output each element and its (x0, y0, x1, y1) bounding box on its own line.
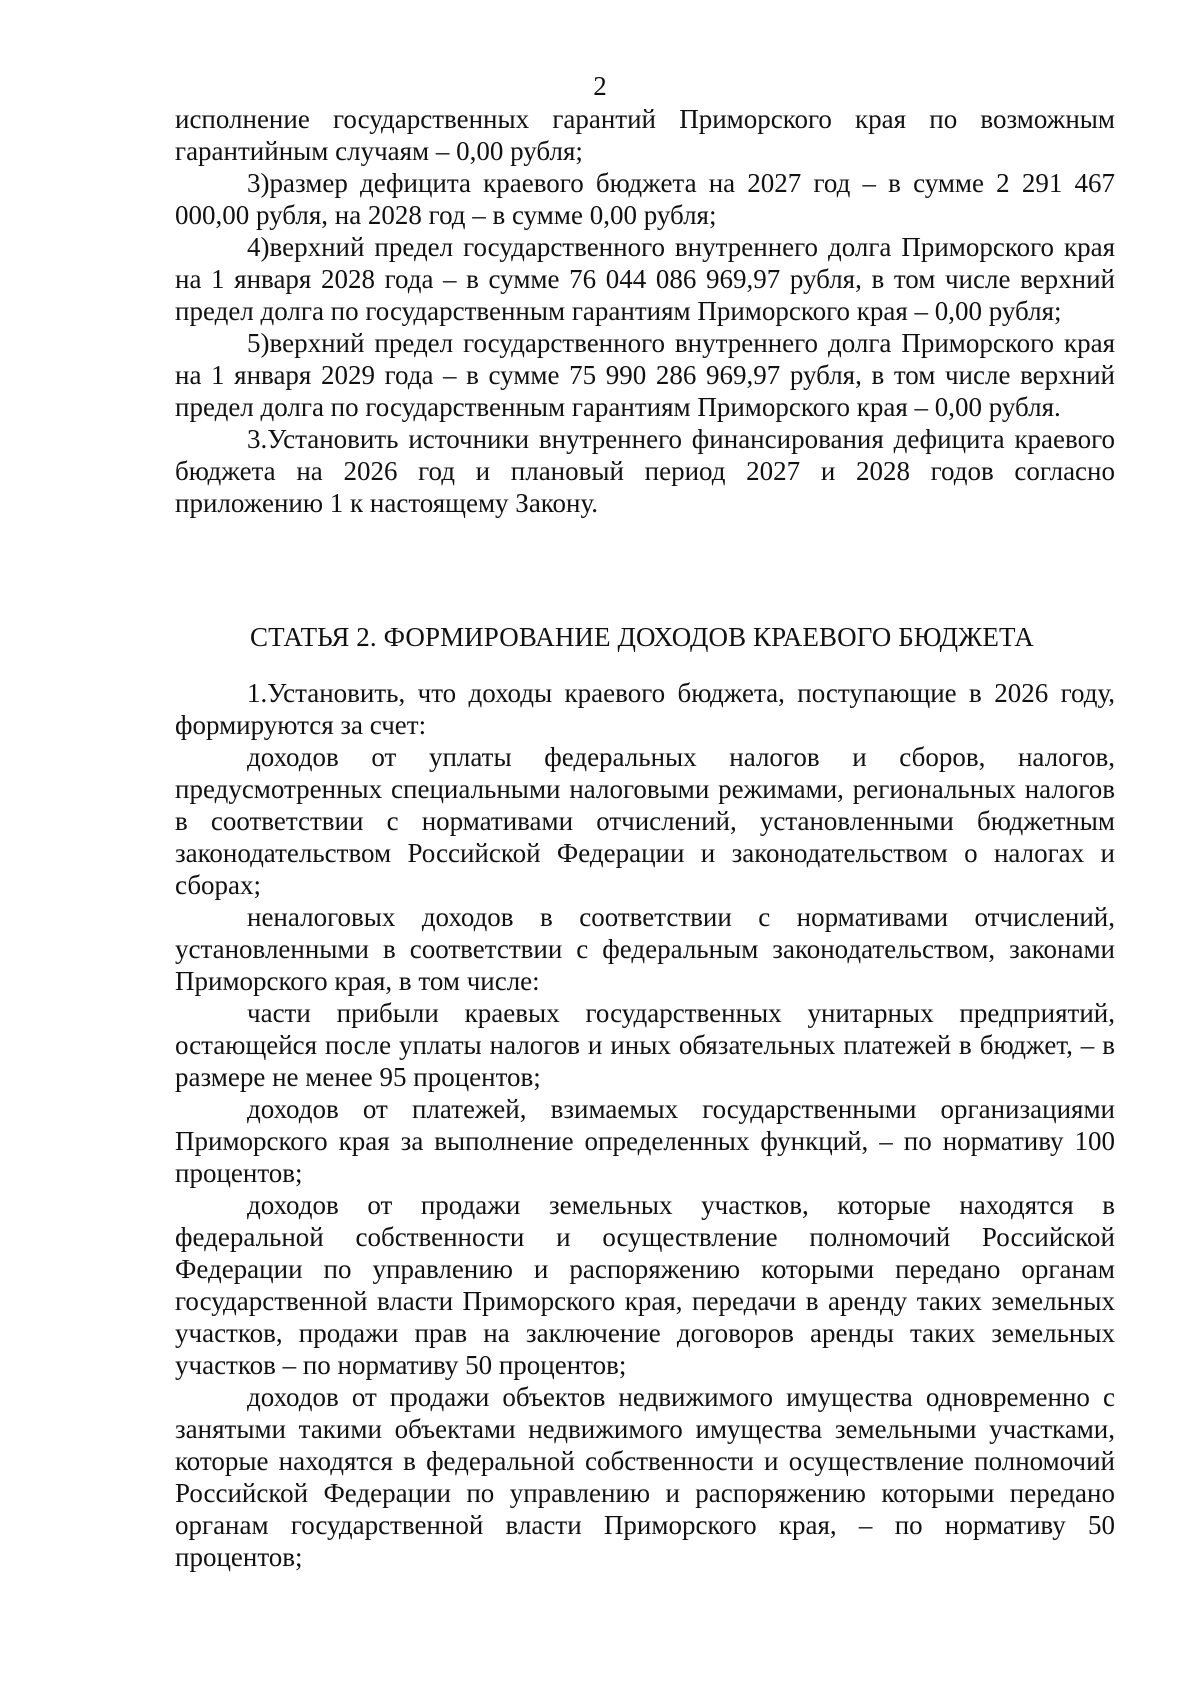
article-heading: СТАТЬЯ 2. ФОРМИРОВАНИЕ ДОХОДОВ КРАЕВОГО БЮДЖЕТА (250, 622, 1034, 652)
paragraph: 1.Установить, что доходы краевого бюджета, поступающие в 2026 году, формируются за счет: (175, 678, 1115, 740)
paragraph: доходов от платежей, взимаемых государственными организациями Приморского края за выполнение определенных функций, – по нормативу 100 процентов; (175, 1094, 1115, 1188)
paragraph: неналоговых доходов в соответствии с нормативами отчислений, установленными в соответствии с федеральным законодательством, законами Приморского края, в том числе: (175, 902, 1115, 996)
paragraph: 4)верхний предел государственного внутреннего долга Приморского края на 1 января 2028 года – в сумме 76 044 086 969,97 рубля, в том числе верхний предел долга по государственным гарантиям Приморского края – 0,00 рубля; (175, 232, 1115, 326)
paragraph: части прибыли краевых государственных унитарных предприятий, остающейся после уплаты налогов и иных обязательных платежей в бюджет, – в размере не менее 95 процентов; (175, 998, 1115, 1092)
paragraph: 3.Установить источники внутреннего финансирования дефицита краевого бюджета на 2026 год и плановый период 2027 и 2028 годов согласно приложению 1 к настоящему Закону. (175, 424, 1115, 518)
paragraph: 3)размер дефицита краевого бюджета на 2027 год – в сумме 2 291 467 000,00 рубля, на 2028 год – в сумме 0,00 рубля; (175, 168, 1115, 230)
paragraph: 5)верхний предел государственного внутреннего долга Приморского края на 1 января 2029 года – в сумме 75 990 286 969,97 рубля, в том числе верхний предел долга по государственным гарантиям Приморского края – 0,00 рубля. (175, 328, 1115, 422)
page-number: 2 (593, 71, 607, 101)
paragraph: доходов от продажи земельных участков, которые находятся в федеральной собственности и осуществление полномочий Российской Федерации по управлению и распоряжению которыми передано органам государственной власти Приморского края, передачи в аренду таких земельных участков, продажи прав на заключение договоров аренды таких земельных участков – по нормативу 50 процентов; (175, 1190, 1115, 1380)
paragraph: доходов от уплаты федеральных налогов и сборов, налогов, предусмотренных специальными налоговыми режимами, региональных налогов в соответствии с нормативами отчислений, установленными бюджетным законодательством Российской Федерации и законодательством о налогах и сборах; (175, 742, 1115, 900)
paragraph: исполнение государственных гарантий Приморского края по возможным гарантийным случаям – 0,00 рубля; (175, 104, 1115, 166)
text-block-bottom (175, 677, 1115, 1573)
text-block-top (175, 103, 1115, 519)
paragraph: доходов от продажи объектов недвижимого имущества одновременно с занятыми такими объектами недвижимого имущества земельными участками, которые находятся в федеральной собственности и осуществление полномочий Российской Федерации по управлению и распоряжению которыми передано органам государственной власти Приморского края, – по нормативу 50 процентов; (175, 1382, 1115, 1572)
